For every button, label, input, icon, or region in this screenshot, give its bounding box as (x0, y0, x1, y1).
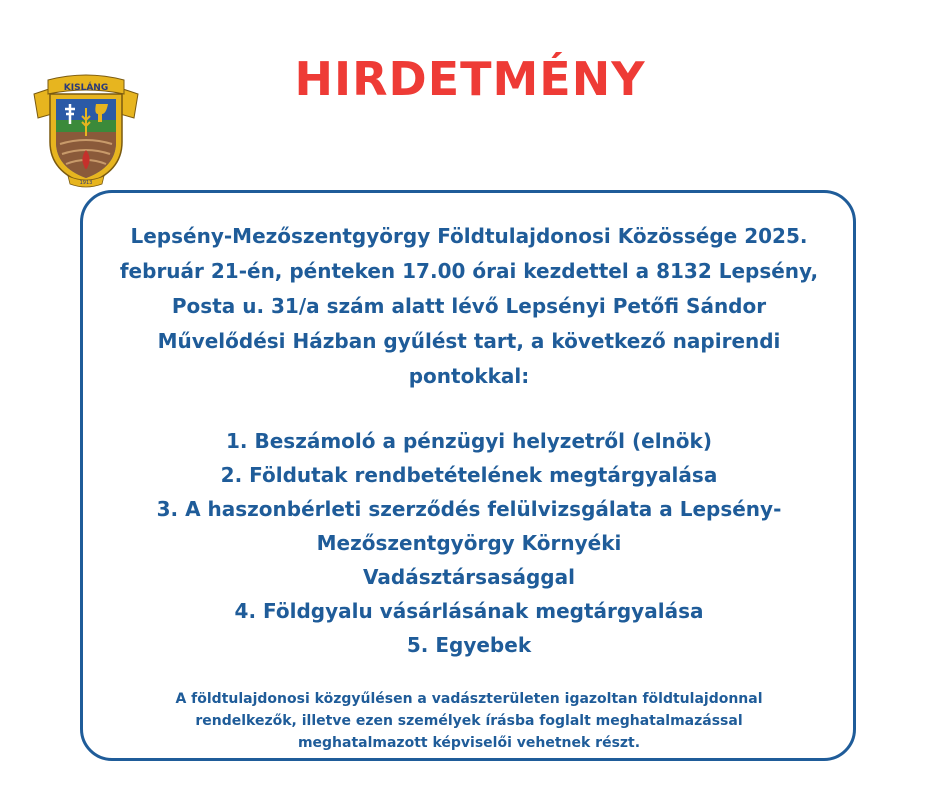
footnote-line: rendelkezők, illetve ezen személyek írásba foglalt meghatalmazással (195, 713, 743, 729)
intro-line: Lepsény-Mezőszentgyörgy Földtulajdonosi Közössége 2025. (130, 224, 808, 248)
agenda-item: 1. Beszámoló a pénzügyi helyzetről (elnök) (226, 429, 712, 453)
agenda-item: Vadásztársasággal (363, 565, 575, 589)
intro-line: Posta u. 31/a szám alatt lévő Lepsényi Petőfi Sándor (171, 294, 767, 318)
footnote (96, 688, 842, 754)
intro-paragraph (96, 219, 842, 394)
page-title: HIRDETMÉNY (294, 52, 646, 106)
agenda-item: 4. Földgyalu vásárlásának megtárgyalása (234, 599, 704, 623)
crest-year-text: 1913 (79, 180, 93, 186)
agenda-list (96, 424, 842, 662)
intro-line: február 21-én, pénteken 17.00 órai kezdettel a 8132 Lepsény, (119, 259, 819, 283)
intro-line: pontokkal: (408, 364, 530, 388)
agenda-item: Mezőszentgyörgy Környéki (316, 531, 622, 555)
footnote-line: A földtulajdonosi közgyűlésen a vadászterületen igazoltan földtulajdonnal (175, 691, 763, 707)
intro-line: Művelődési Házban gyűlést tart, a következő napirendi (157, 329, 781, 353)
crest-banner-text: KISLÁNG (63, 83, 109, 93)
agenda-item: 2. Földutak rendbetételének megtárgyalása (220, 463, 718, 487)
agenda-item: 5. Egyebek (406, 633, 532, 657)
footnote-line: meghatalmazott képviselői vehetnek részt. (297, 735, 641, 751)
agenda-item: 3. A haszonbérleti szerződés felülvizsgálata a Lepsény- (156, 497, 782, 521)
